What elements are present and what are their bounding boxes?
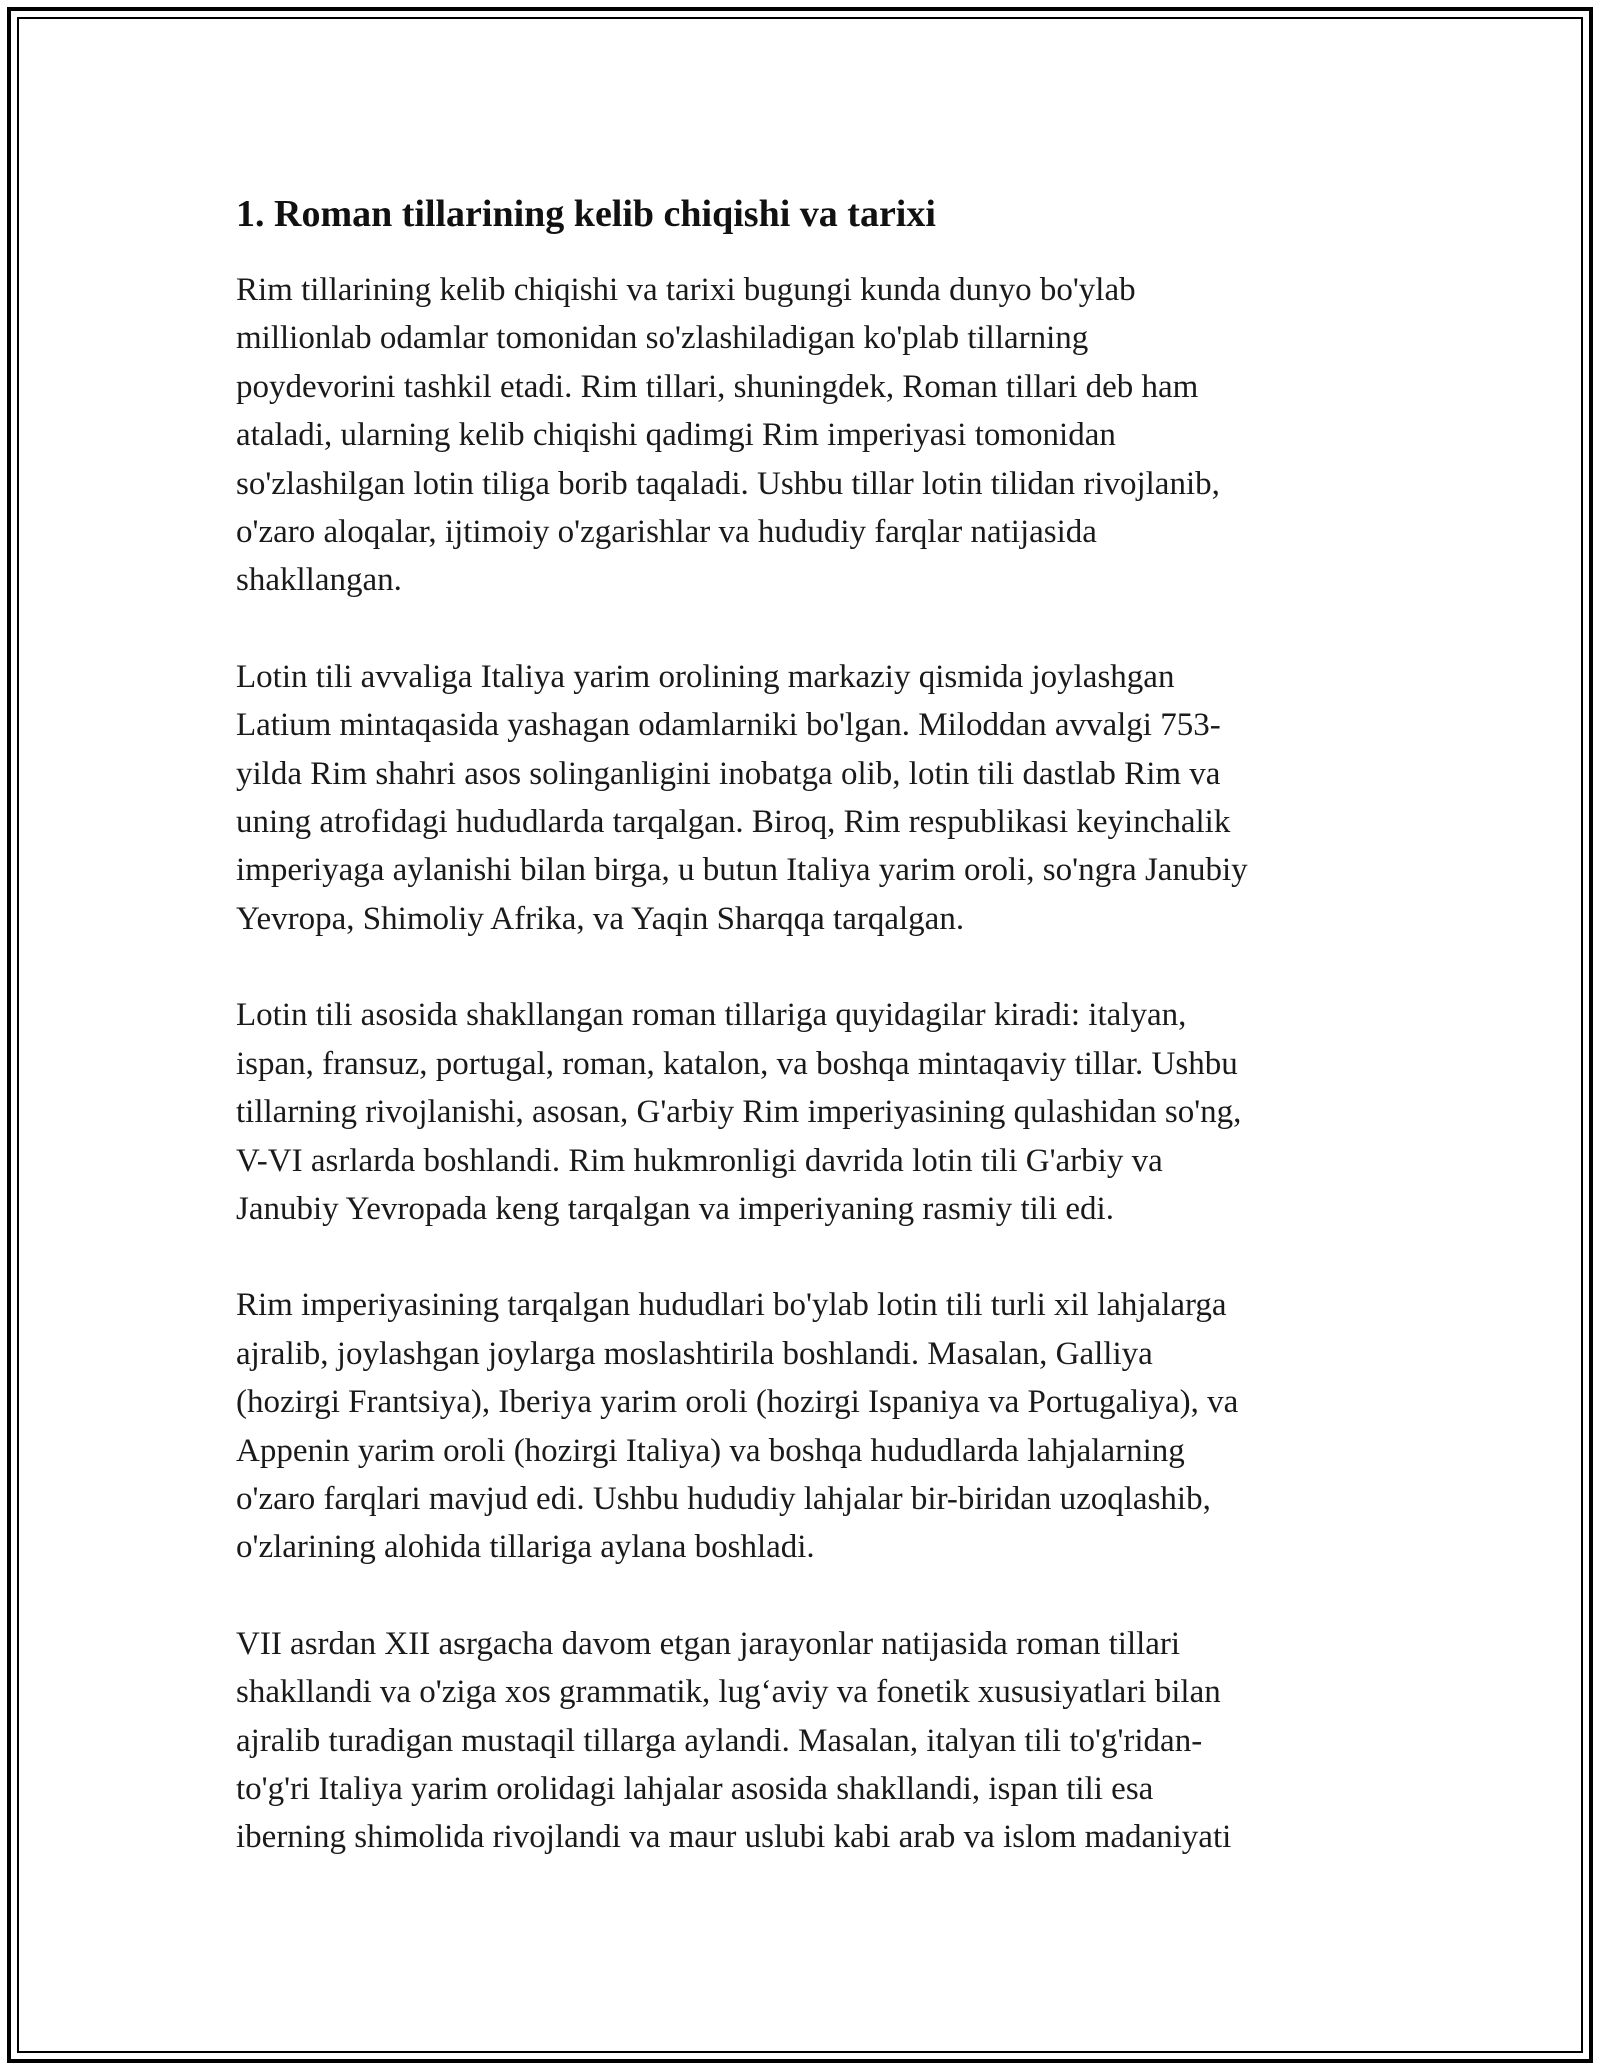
text-line: to'g'ri Italiya yarim orolidagi lahjalar asosida shakllandi, ispan tili esa <box>236 1770 1154 1807</box>
text-line: so'zlashilgan lotin tiliga borib taqaladi. Ushbu tillar lotin tilidan rivojlanib, <box>236 465 1220 502</box>
text-line: ispan, fransuz, portugal, roman, katalon, va boshqa mintaqaviy tillar. Ushbu <box>236 1045 1238 1082</box>
text-line: Lotin tili avvaliga Italiya yarim orolining markaziy qismida joylashgan <box>236 658 1175 695</box>
document-content <box>236 188 1376 1910</box>
text-line: ajralib, joylashgan joylarga moslashtirila boshlandi. Masalan, Galliya <box>236 1335 1153 1372</box>
text-line: Yevropa, Shimoliy Afrika, va Yaqin Sharqqa tarqalgan. <box>236 900 965 937</box>
text-line: shakllandi va o'ziga xos grammatik, lug‘aviy va fonetik xususiyatlari bilan <box>236 1674 1221 1711</box>
text-line: Lotin tili asosida shakllangan roman tillariga quyidagilar kiradi: italyan, <box>236 997 1187 1034</box>
paragraph-3 <box>236 991 1376 1233</box>
text-line: V-VI asrlarda boshlandi. Rim hukmronligi davrida lotin tili G'arbiy va <box>236 1142 1163 1179</box>
text-line: uning atrofidagi hududlarda tarqalgan. Biroq, Rim respublikasi keyinchalik <box>236 804 1231 841</box>
paragraph-1 <box>236 266 1376 605</box>
text-line: o'zaro farqlari mavjud edi. Ushbu hududiy lahjalar bir-biridan uzoqlashib, <box>236 1480 1211 1517</box>
text-line: Latium mintaqasida yashagan odamlarniki bo'lgan. Miloddan avvalgi 753- <box>236 707 1221 744</box>
text-line: yilda Rim shahri asos solinganligini inobatga olib, lotin tili dastlab Rim va <box>236 755 1221 792</box>
text-line: poydevorini tashkil etadi. Rim tillari, shuningdek, Roman tillari deb ham <box>236 368 1199 405</box>
paragraph-4 <box>236 1281 1376 1571</box>
paragraph-2 <box>236 653 1376 943</box>
text-line: VII asrdan XII asrgacha davom etgan jarayonlar natijasida roman tillari <box>236 1625 1181 1662</box>
text-line: Appenin yarim oroli (hozirgi Italiya) va boshqa hududlarda lahjalarning <box>236 1432 1185 1469</box>
section-heading: 1. Roman tillarining kelib chiqishi va tarixi <box>236 193 936 235</box>
text-line: imperiyaga aylanishi bilan birga, u butun Italiya yarim oroli, so'ngra Janubiy <box>236 852 1248 889</box>
text-line: tillarning rivojlanishi, asosan, G'arbiy Rim imperiyasining qulashidan so'ng, <box>236 1094 1242 1131</box>
text-line: o'zaro aloqalar, ijtimoiy o'zgarishlar va hududiy farqlar natijasida <box>236 514 1097 551</box>
text-line: (hozirgi Frantsiya), Iberiya yarim oroli (hozirgi Ispaniya va Portugaliya), va <box>236 1384 1239 1421</box>
text-line: o'zlarining alohida tillariga aylana boshladi. <box>236 1529 815 1566</box>
text-line: iberning shimolida rivojlandi va maur uslubi kabi arab va islom madaniyati <box>236 1819 1232 1856</box>
text-line: shakllangan. <box>236 562 402 599</box>
paragraph-5 <box>236 1620 1376 1862</box>
text-line: Rim tillarining kelib chiqishi va tarixi bugungi kunda dunyo bo'ylab <box>236 272 1136 308</box>
text-line: ataladi, ularning kelib chiqishi qadimgi Rim imperiyasi tomonidan <box>236 417 1116 454</box>
text-line: ajralib turadigan mustaqil tillarga aylandi. Masalan, italyan tili to'g'ridan- <box>236 1722 1203 1759</box>
text-line: Janubiy Yevropada keng tarqalgan va imperiyaning rasmiy tili edi. <box>236 1190 1114 1227</box>
text-line: Rim imperiyasining tarqalgan hududlari bo'ylab lotin tili turli xil lahjalarga <box>236 1287 1227 1324</box>
text-line: millionlab odamlar tomonidan so'zlashiladigan ko'plab tillarning <box>236 320 1089 357</box>
